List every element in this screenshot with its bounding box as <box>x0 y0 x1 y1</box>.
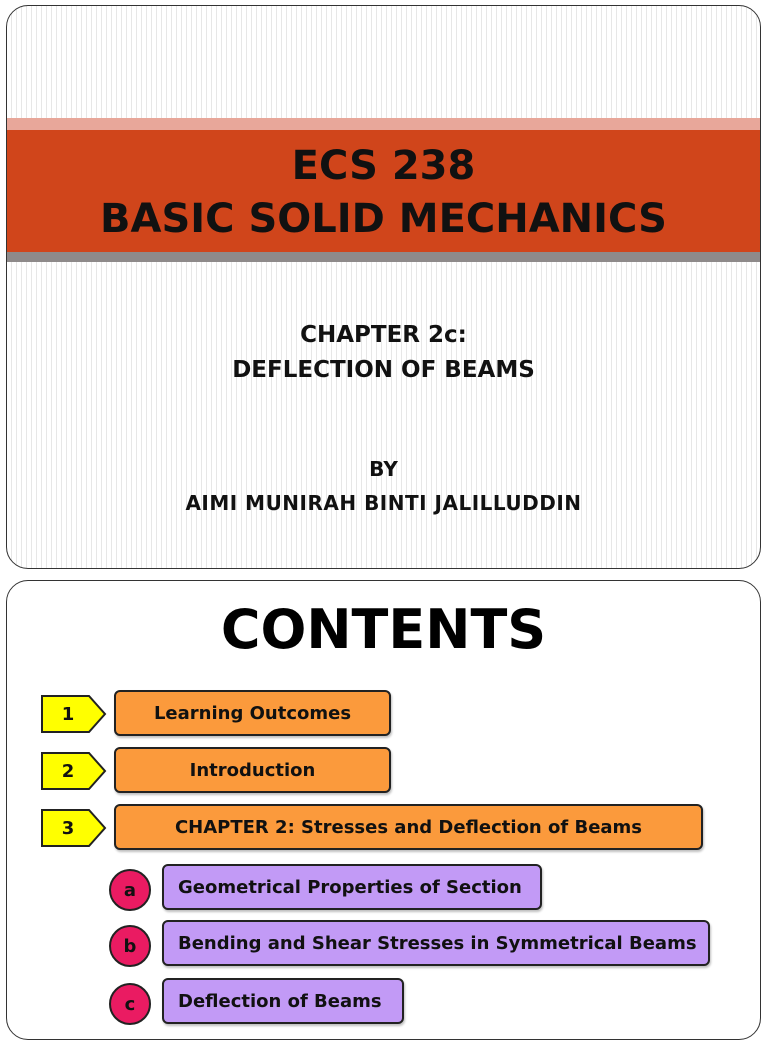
item-chapter-2[interactable] <box>114 804 703 850</box>
letter-b-label: b <box>123 935 137 957</box>
subitem-deflection-of-beams-label: Deflection of Beams <box>178 990 382 1012</box>
course-code: ECS 238 <box>291 143 476 189</box>
item-learning-outcomes-label: Learning Outcomes <box>153 702 352 724</box>
item-learning-outcomes[interactable] <box>114 690 391 736</box>
number-3-label: 3 <box>61 818 75 839</box>
contents-slide <box>6 580 761 1040</box>
chapter-title: DEFLECTION OF BEAMS <box>232 357 535 383</box>
subitem-bending-shear-stresses[interactable] <box>162 920 710 966</box>
chapter-number: CHAPTER 2c: <box>300 322 467 348</box>
number-2-label: 2 <box>61 761 75 782</box>
number-arrow-2 <box>41 752 107 790</box>
letter-circle-a <box>109 869 151 911</box>
item-introduction[interactable] <box>114 747 391 793</box>
by-label: BY <box>369 457 398 481</box>
letter-a-label: a <box>123 879 137 901</box>
item-chapter-2-label: CHAPTER 2: Stresses and Deflection of Beams <box>174 816 643 838</box>
title-slide <box>6 5 761 569</box>
subitem-geometrical-properties-label: Geometrical Properties of Section <box>178 876 522 898</box>
title-band-bottom-stripe <box>7 252 760 262</box>
number-arrow-3 <box>41 809 107 847</box>
letter-circle-b <box>109 925 151 967</box>
title-band-top-stripe <box>7 118 760 130</box>
item-introduction-label: Introduction <box>189 759 316 781</box>
letter-c-label: c <box>124 993 136 1015</box>
number-1-label: 1 <box>61 704 75 725</box>
contents-title: CONTENTS <box>220 598 547 661</box>
number-arrow-1 <box>41 695 107 733</box>
subitem-deflection-of-beams[interactable] <box>162 978 404 1024</box>
course-name: BASIC SOLID MECHANICS <box>100 196 667 242</box>
letter-circle-c <box>109 983 151 1025</box>
author-name: AIMI MUNIRAH BINTI JALILLUDDIN <box>185 491 582 515</box>
subitem-geometrical-properties[interactable] <box>162 864 542 910</box>
subitem-bending-shear-stresses-label: Bending and Shear Stresses in Symmetrical Beams <box>178 932 697 954</box>
